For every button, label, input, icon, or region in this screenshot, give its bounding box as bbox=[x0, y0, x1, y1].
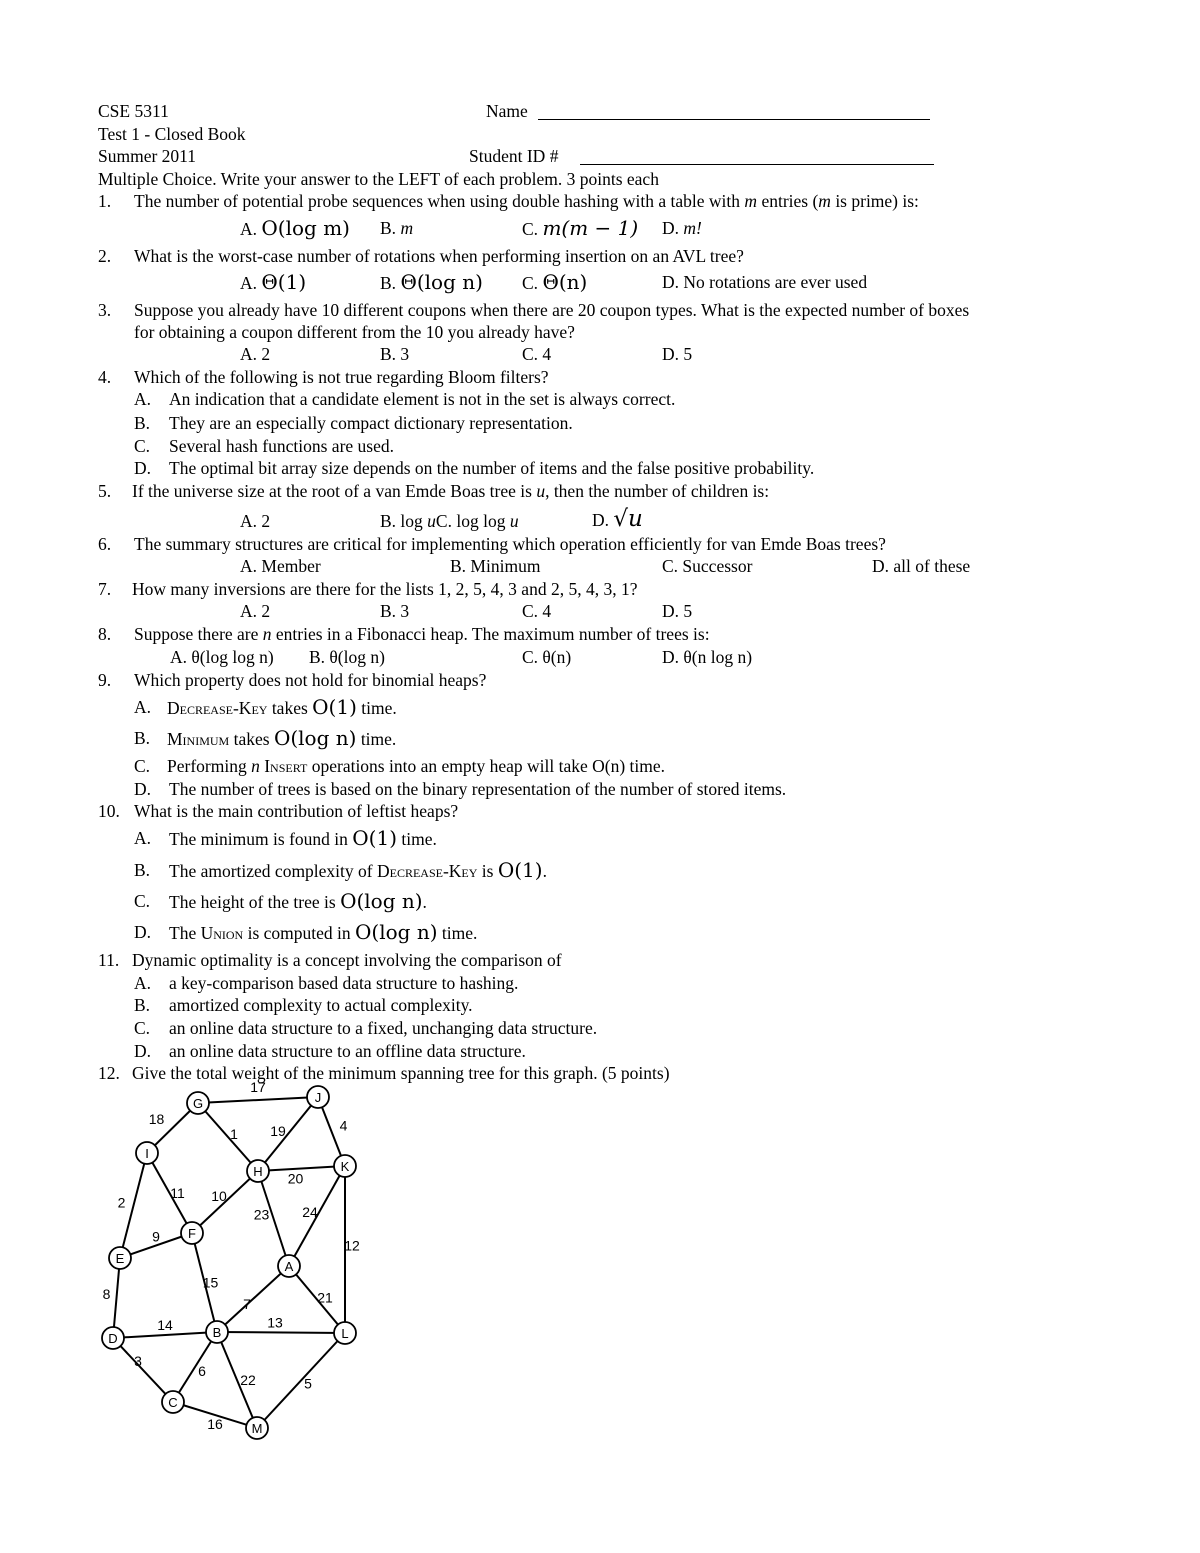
course-title: CSE 5311 bbox=[98, 101, 169, 121]
test-title: Test 1 - Closed Book bbox=[98, 124, 246, 144]
q1-option-a: A. O(log m) bbox=[240, 216, 350, 240]
q10-option-d-label: D. bbox=[134, 922, 152, 942]
q5-option-b-c: B. log uC. log log u bbox=[380, 511, 519, 531]
q10-option-c-text: The height of the tree is O(log n). bbox=[169, 889, 427, 913]
q8-option-d: D. θ(n log n) bbox=[662, 647, 753, 667]
q10-option-b-text: The amortized complexity of Decrease-Key is O(1). bbox=[169, 858, 547, 882]
q11-number: 11. bbox=[98, 950, 120, 970]
node-C bbox=[162, 1391, 184, 1413]
edge-weight-K-A: 24 bbox=[302, 1204, 318, 1220]
q4-option-d-text: The optimal bit array size depends on the number of items and the false positive probability. bbox=[169, 458, 815, 478]
edge-E-D bbox=[113, 1258, 120, 1338]
q4-number: 4. bbox=[98, 367, 112, 387]
edge-weight-G-J: 17 bbox=[250, 1079, 266, 1095]
q10-option-b-label: B. bbox=[134, 860, 151, 880]
student-id-label: Student ID # bbox=[469, 146, 559, 166]
q10-text: What is the main contribution of leftist heaps? bbox=[134, 801, 459, 821]
edge-B-L bbox=[217, 1332, 345, 1333]
q11-option-d-label: D. bbox=[134, 1041, 152, 1061]
edge-weight-B-M: 22 bbox=[240, 1372, 256, 1388]
q10-option-a-label: A. bbox=[134, 828, 152, 848]
q11-option-b-text: amortized complexity to actual complexity. bbox=[169, 995, 473, 1015]
svg-text:L: L bbox=[341, 1326, 349, 1341]
edge-weight-A-B: 7 bbox=[243, 1296, 251, 1312]
q9-text: Which property does not hold for binomial heaps? bbox=[134, 670, 487, 690]
edge-weight-H-F: 10 bbox=[211, 1188, 227, 1204]
node-M bbox=[246, 1417, 268, 1439]
q4-option-c-text: Several hash functions are used. bbox=[169, 436, 394, 456]
edge-G-J bbox=[198, 1097, 318, 1103]
svg-text:G: G bbox=[192, 1096, 204, 1111]
q11-option-c-label: C. bbox=[134, 1018, 151, 1038]
q2-option-c: C. Θ(n) bbox=[522, 270, 588, 294]
q3-option-c: C. 4 bbox=[522, 344, 552, 364]
q9-option-a-text: Decrease-Key takes O(1) time. bbox=[167, 695, 397, 719]
q2-number: 2. bbox=[98, 246, 112, 266]
q2-option-b: B. Θ(log n) bbox=[380, 270, 483, 294]
edge-weight-E-D: 8 bbox=[102, 1286, 111, 1302]
q7-option-a: A. 2 bbox=[240, 601, 271, 621]
node-G bbox=[187, 1092, 209, 1114]
svg-text:A: A bbox=[284, 1259, 294, 1274]
q7-text: How many inversions are there for the lists 1, 2, 5, 4, 3 and 2, 5, 4, 3, 1? bbox=[132, 579, 638, 599]
q8-number: 8. bbox=[98, 624, 112, 644]
q6-option-d: D. all of these bbox=[872, 556, 971, 576]
edge-weight-I-F: 11 bbox=[170, 1185, 185, 1201]
q1-option-b: B. m bbox=[380, 218, 414, 238]
q5-option-d: D. √u bbox=[592, 506, 643, 532]
term-label: Summer 2011 bbox=[98, 146, 197, 166]
instructions: Multiple Choice. Write your answer to the LEFT of each problem. 3 points each bbox=[98, 169, 659, 189]
q8-option-b: B. θ(log n) bbox=[309, 647, 385, 667]
svg-text:F: F bbox=[188, 1226, 196, 1241]
svg-text:C: C bbox=[168, 1395, 178, 1410]
node-I bbox=[136, 1142, 158, 1164]
q4-option-b-label: B. bbox=[134, 413, 151, 433]
q1-number: 1. bbox=[98, 191, 112, 211]
edge-weight-H-K: 20 bbox=[287, 1170, 304, 1187]
node-L bbox=[334, 1322, 356, 1344]
svg-text:J: J bbox=[314, 1090, 322, 1105]
q9-option-c-text: Performing n Insert operations into an empty heap will take O(n) time. bbox=[167, 756, 666, 776]
q6-number: 6. bbox=[98, 534, 112, 554]
q11-option-d-text: an online data structure to an offline data structure. bbox=[169, 1041, 526, 1061]
edge-L-M bbox=[257, 1333, 345, 1428]
q7-number: 7. bbox=[98, 579, 112, 599]
edge-weight-F-B: 15 bbox=[202, 1274, 219, 1291]
q9-number: 9. bbox=[98, 670, 112, 690]
q4-text: Which of the following is not true regarding Bloom filters? bbox=[134, 367, 549, 387]
svg-text:K: K bbox=[340, 1159, 350, 1174]
edge-weight-J-H: 19 bbox=[270, 1123, 286, 1139]
q3-option-a: A. 2 bbox=[240, 344, 271, 364]
q2-option-a: A. Θ(1) bbox=[240, 270, 307, 294]
student-id-field[interactable] bbox=[580, 164, 934, 165]
edge-weight-F-E: 9 bbox=[152, 1228, 160, 1245]
edge-D-C bbox=[113, 1338, 173, 1402]
q12-number: 12. bbox=[98, 1063, 120, 1083]
q9-option-a-label: A. bbox=[134, 697, 152, 717]
q7-option-d: D. 5 bbox=[662, 601, 693, 621]
q2-text: What is the worst-case number of rotations when performing insertion on an AVL tree? bbox=[134, 246, 744, 266]
q6-option-b: B. Minimum bbox=[450, 556, 541, 576]
svg-text:D: D bbox=[108, 1331, 118, 1346]
q8-option-c: C. θ(n) bbox=[522, 647, 572, 667]
q8-option-a: A. θ(log log n) bbox=[170, 647, 274, 667]
node-E bbox=[109, 1247, 131, 1269]
q1-option-c: C. m(m − 1) bbox=[522, 216, 639, 240]
node-K bbox=[334, 1155, 356, 1177]
edge-J-H bbox=[258, 1097, 318, 1171]
q7-option-c: C. 4 bbox=[522, 601, 552, 621]
q5-number: 5. bbox=[98, 481, 112, 501]
q2-option-d: D. No rotations are ever used bbox=[662, 272, 868, 292]
svg-text:E: E bbox=[115, 1251, 125, 1266]
q5-option-a: A. 2 bbox=[240, 511, 271, 531]
edge-weight-D-B: 14 bbox=[157, 1317, 173, 1333]
edge-weight-K-L: 12 bbox=[344, 1237, 360, 1254]
q4-option-b-text: They are an especially compact dictionary representation. bbox=[169, 413, 573, 433]
q4-option-a-text: An indication that a candidate element is not in the set is always correct. bbox=[169, 389, 676, 409]
svg-text:B: B bbox=[212, 1325, 222, 1340]
q12-text: Give the total weight of the minimum spanning tree for this graph. (5 points) bbox=[132, 1063, 670, 1083]
q3-option-b: B. 3 bbox=[380, 344, 410, 364]
node-F bbox=[181, 1222, 203, 1244]
q6-option-a: A. Member bbox=[240, 556, 321, 576]
q11-text: Dynamic optimality is a concept involving the comparison of bbox=[132, 950, 562, 970]
mst-graph bbox=[90, 1078, 380, 1448]
edge-weight-A-L: 21 bbox=[317, 1289, 333, 1306]
edge-G-H bbox=[198, 1103, 258, 1171]
edge-weight-B-C: 6 bbox=[198, 1363, 206, 1379]
q9-option-d-text: The number of trees is based on the binary representation of the number of stored items. bbox=[169, 779, 787, 799]
q4-option-d-label: D. bbox=[134, 458, 152, 478]
edge-B-C bbox=[173, 1332, 217, 1402]
q7-option-b: B. 3 bbox=[380, 601, 410, 621]
q3-option-d: D. 5 bbox=[662, 344, 693, 364]
node-D bbox=[102, 1327, 124, 1349]
q3-text-line2: for obtaining a coupon different from the 10 you already have? bbox=[134, 322, 575, 342]
q4-option-c-label: C. bbox=[134, 436, 151, 456]
q9-option-c-label: C. bbox=[134, 756, 151, 776]
q10-option-c-label: C. bbox=[134, 891, 151, 911]
q10-option-d-text: The Union is computed in O(log n) time. bbox=[169, 920, 478, 944]
node-B bbox=[206, 1321, 228, 1343]
svg-text:I: I bbox=[145, 1146, 149, 1161]
edge-weight-B-L: 13 bbox=[267, 1314, 283, 1331]
q9-option-b-text: Minimum takes O(log n) time. bbox=[167, 726, 397, 750]
q6-text: The summary structures are critical for implementing which operation efficiently for van Emde Boas trees? bbox=[134, 534, 886, 554]
q11-option-b-label: B. bbox=[134, 995, 151, 1015]
q9-option-b-label: B. bbox=[134, 728, 151, 748]
q1-text: The number of potential probe sequences when using double hashing with a table with m entries (m is prime) is: bbox=[134, 191, 919, 211]
q11-option-a-label: A. bbox=[134, 973, 152, 993]
node-A bbox=[278, 1255, 300, 1277]
q11-option-a-text: a key-comparison based data structure to hashing. bbox=[169, 973, 519, 993]
node-J bbox=[307, 1086, 329, 1108]
node-H bbox=[247, 1160, 269, 1182]
edge-weight-I-E: 2 bbox=[117, 1194, 126, 1211]
edge-weight-D-C: 3 bbox=[134, 1353, 142, 1369]
q8-text: Suppose there are n entries in a Fibonacci heap. The maximum number of trees is: bbox=[134, 624, 710, 644]
q4-option-a-label: A. bbox=[134, 389, 152, 409]
edge-weight-L-M: 5 bbox=[304, 1375, 312, 1392]
q11-option-c-text: an online data structure to a fixed, unchanging data structure. bbox=[169, 1018, 598, 1038]
q10-option-a-text: The minimum is found in O(1) time. bbox=[169, 826, 437, 850]
name-label: Name bbox=[486, 101, 528, 121]
svg-text:M: M bbox=[251, 1421, 263, 1436]
q5-text: If the universe size at the root of a van Emde Boas tree is u, then the number of children is: bbox=[132, 481, 770, 501]
q3-text-line1: Suppose you already have 10 different coupons when there are 20 coupon types. What is the expected number of boxes bbox=[134, 300, 970, 320]
edge-weight-J-K: 4 bbox=[339, 1117, 348, 1134]
edge-weight-G-I: 18 bbox=[148, 1111, 165, 1127]
q3-number: 3. bbox=[98, 300, 112, 320]
name-field[interactable] bbox=[538, 119, 930, 120]
q1-option-d: D. m! bbox=[662, 218, 702, 238]
q6-option-c: C. Successor bbox=[662, 556, 753, 576]
edge-weight-H-A: 23 bbox=[253, 1206, 270, 1223]
svg-text:H: H bbox=[253, 1164, 263, 1179]
edge-weight-G-H: 1 bbox=[230, 1126, 238, 1142]
q9-option-d-label: D. bbox=[134, 779, 152, 799]
edge-weight-C-M: 16 bbox=[207, 1416, 223, 1432]
q10-number: 10. bbox=[98, 801, 120, 821]
